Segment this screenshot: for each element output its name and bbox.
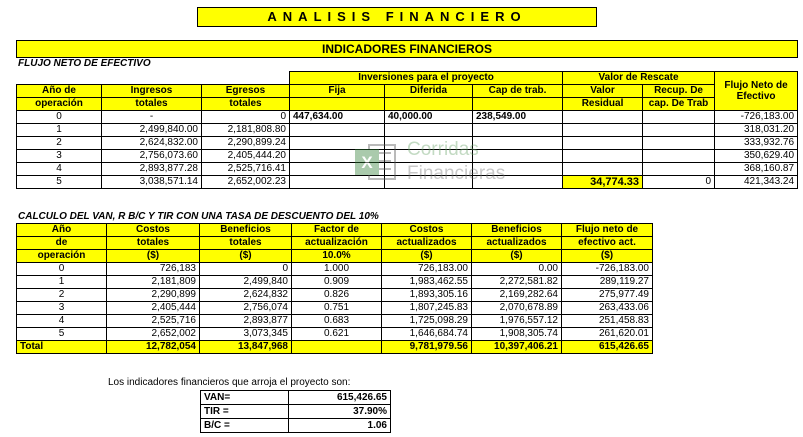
van-label: VAN=	[201, 391, 289, 405]
watermark-line2: Financieras	[407, 163, 506, 184]
col-header-cap: Cap de trab.	[473, 85, 563, 98]
table-row: 3 2,405,444 2,756,074 0.751 1,807,245.83 2,070,678.89 263,433.06	[17, 302, 653, 315]
col-header-ano-2: operación	[17, 98, 102, 111]
van-subtitle: CALCULO DEL VAN, R B/C Y TIR CON UNA TASA DE DESCUENTO DEL 10%	[18, 211, 379, 222]
table-row: 1 2,181,809 2,499,840 0.909 1,983,462.55 2,272,581.82 289,119.27	[17, 276, 653, 289]
table-row: 4 2,525,716 2,893,877 0.683 1,725,098.29 1,976,557.12 251,458.83	[17, 315, 653, 328]
rescate-header: Valor de Rescate	[563, 72, 715, 85]
resultados-note: Los indicadores financieros que arroja el proyecto son:	[108, 377, 351, 388]
bc-label: B/C =	[201, 419, 289, 433]
inversiones-header: Inversiones para el proyecto	[290, 72, 563, 85]
col-header-recup: Recup. De	[643, 85, 715, 98]
col-header-residual: Residual	[563, 98, 643, 111]
section-title-indicadores: INDICADORES FINANCIEROS	[16, 40, 798, 58]
van-table: Año Costos Beneficios Factor de Costos Beneficios Flujo neto de de totales totales actualización actualizados actualizados efectivo act. operación ($) ($) 10.0% ($) ($) ($) 0 726,183 0 1.000 726,183.00 0.00 -726,183.00 1 2,181,809 2,499,840 0.909 1,983,462.55 2,272,581.82 289,119.27 2 2,290,899 2,624,832 0.826 1,893,305.16 2,169,282.64 275,977.49 3 2,405,444 2,756,074 0.751 1,807,245.83 2,070,678.89 263,433.06 4 2,525,716 2,893,877 0.683 1,725,098.29 1,976,557.12 251,458.83 5 2,652,002 3,073,345 0.621 1,646,684.74 1,908,305.74 261,620.01 Total 12,782,054 13,847,968 9,781,979.56 10,397,406.21 615,426.65	[16, 223, 653, 354]
col-header-ano: Año de	[17, 85, 102, 98]
page-title: ANALISIS FINANCIERO	[197, 7, 597, 27]
resultados-table	[200, 390, 391, 433]
flujo-neto-header: Flujo Neto de Efectivo	[715, 72, 798, 111]
van-value: 615,426.65	[289, 391, 391, 405]
col-header-egresos-2: totales	[202, 98, 290, 111]
col-header-ano: Año	[17, 224, 107, 237]
col-header-valor: Valor	[563, 85, 643, 98]
watermark	[355, 137, 515, 189]
col-header-ingresos-2: totales	[102, 98, 202, 111]
valor-residual-cell: 34,774.33	[563, 176, 643, 189]
watermark-line1: Corridas	[407, 139, 479, 160]
bc-value: 1.06	[289, 419, 391, 433]
tir-label: TIR =	[201, 405, 289, 419]
col-header-flujo-act: Flujo neto de	[562, 224, 653, 237]
table-row: 4 2,893,877.28 2,525,716.41 368,160.87	[17, 163, 798, 176]
col-header-benef-act: Beneficios	[472, 224, 562, 237]
flujo-subtitle: FLUJO NETO DE EFECTIVO	[18, 58, 151, 69]
col-header-fija: Fija	[290, 85, 385, 98]
excel-logo-icon	[355, 141, 397, 183]
col-header-recup-2: cap. De Trab	[643, 98, 715, 111]
table-row: 1 2,499,840.00 2,181,808.80 318,031.20	[17, 124, 798, 137]
table-row: 5 3,038,571.14 2,652,002.23 34,774.33 0 421,343.24	[17, 176, 798, 189]
col-header-costos: Costos	[107, 224, 200, 237]
col-header-diferida: Diferida	[385, 85, 473, 98]
tir-value: 37.90%	[289, 405, 391, 419]
table-row: 3 2,756,073.60 2,405,444.20 350,629.40	[17, 150, 798, 163]
table-row: 2 2,290,899 2,624,832 0.826 1,893,305.16 2,169,282.64 275,977.49	[17, 289, 653, 302]
total-row: Total 12,782,054 13,847,968 9,781,979.56 10,397,406.21 615,426.65	[17, 341, 653, 354]
col-header-ingresos: Ingresos	[102, 85, 202, 98]
svg-text:X: X	[361, 153, 373, 172]
table-row: 0 726,183 0 1.000 726,183.00 0.00 -726,183.00	[17, 263, 653, 276]
table-row: 0 - 0 447,634.00 40,000.00 238,549.00 -726,183.00	[17, 111, 798, 124]
table-row: 2 2,624,832.00 2,290,899.24 333,932.76	[17, 137, 798, 150]
col-header-costos-act: Costos	[382, 224, 472, 237]
col-header-beneficios: Beneficios	[200, 224, 292, 237]
col-header-egresos: Egresos	[202, 85, 290, 98]
col-header-factor: Factor de	[292, 224, 382, 237]
table-row: 5 2,652,002 3,073,345 0.621 1,646,684.74 1,908,305.74 261,620.01	[17, 328, 653, 341]
